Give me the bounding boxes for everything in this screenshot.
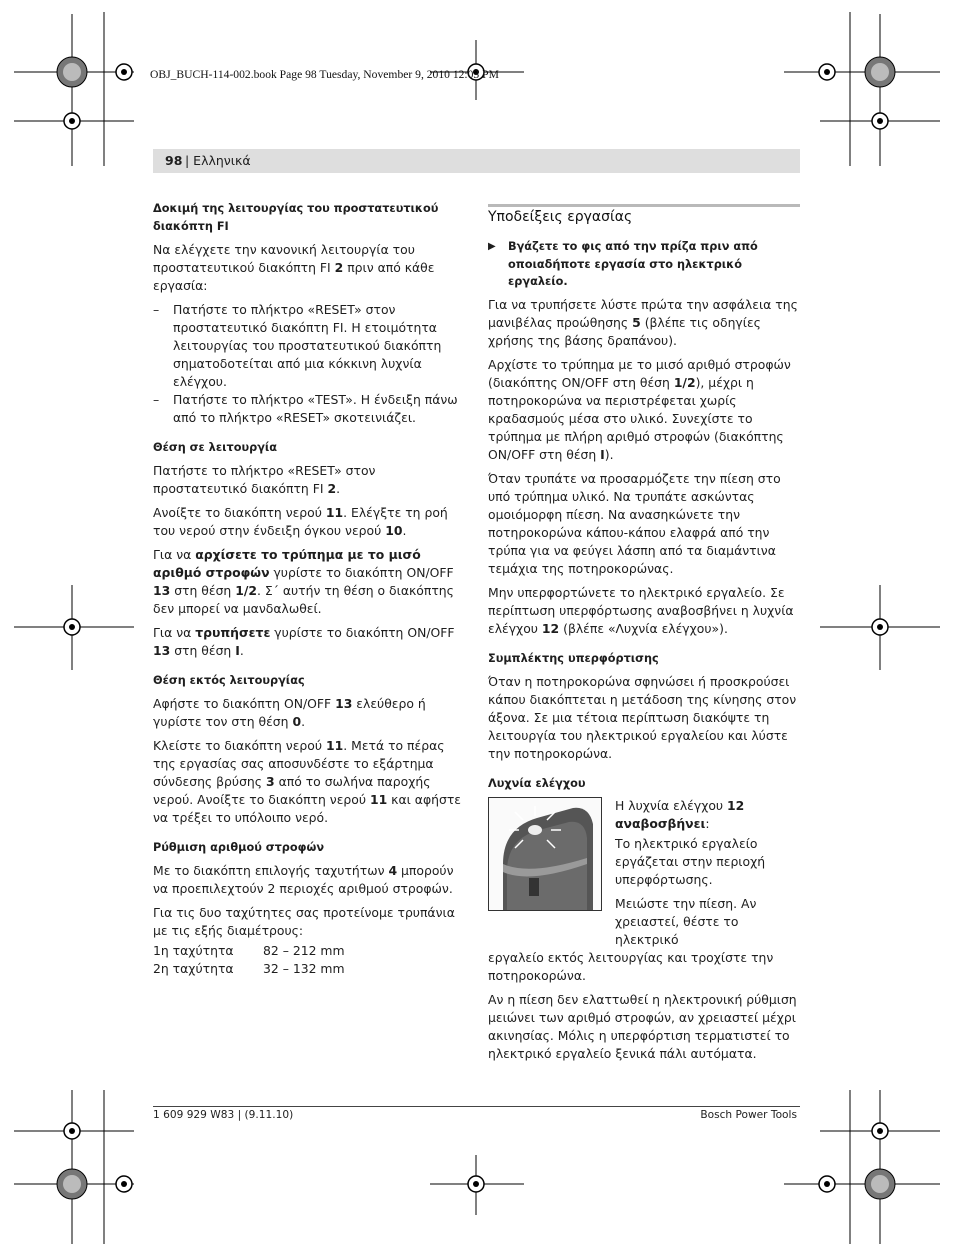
footer-brand: Bosch Power Tools — [700, 1109, 797, 1121]
off-paragraph-2: Κλείστε το διακόπτη νερού 11. Μετά το πέρας της εργασίας σας αποσυνδέστε το εξάρτημα σύνδεσης βρύσης 3 από το σωλήνα παροχής νερού. Ανοίξτε το διακόπτη νερού 11 και αφήστε να τρέξει το υπόλοιπο νερό. — [153, 738, 461, 825]
section-rule — [488, 204, 800, 207]
tips-heading: Υποδείξεις εργασίας — [488, 209, 633, 225]
footer-rule — [153, 1106, 800, 1107]
on-paragraph-3: Για να αρχίσετε το τρύπημα με το μισό αριθμό στροφών γυρίστε το διακόπτη ON/OFF 13 στη θέση 1/2. Σ΄ αυτήν τη θέση ο διακόπτης δεν μπορεί να μανδαλωθεί. — [153, 547, 454, 616]
language-label: | Ελληνικά — [185, 153, 251, 168]
left-column — [153, 200, 463, 978]
lamp-paragraph-1: Το ηλεκτρικό εργαλείο εργάζεται στην περιοχή υπερφόρτωσης. — [615, 835, 766, 887]
tool-lamp-illustration — [488, 797, 602, 911]
file-info: OBJ_BUCH-114-002.book Page 98 Tuesday, November 9, 2010 12:03 PM — [150, 68, 499, 81]
lamp-paragraph-2a: Μειώστε την πίεση. Αν χρειαστεί, θέστε το ηλεκτρικό — [615, 895, 757, 947]
gear-label: 2η ταχύτητα — [153, 961, 234, 976]
fi-heading: Δοκιμή της λειτουργίας του προστατευτικού διακόπτη FI — [153, 202, 439, 233]
clutch-paragraph: Όταν η ποτηροκορώνα σφηνώσει ή προσκρούσει κάπου διακόπτεται η μετάδοση της κίνησης στον άξονα. Σε μια τέτοια περίπτωση διακόψτε τη λειτουργία του ηλεκτρικού εργαλείου και λύστε την ποτηροκορώνα. — [488, 673, 797, 761]
tips-paragraph-3: Όταν τρυπάτε να προσαρμόζετε την πίεση στο υπό τρύπημα υλικό. Να τρυπάτε ασκώντας ομοιόμορφη πίεση. Να ανασηκώνετε την ποτηροκορώνα κάπου-κάπου ελαφρά από την τρύπα για να φεύγει λάσπη από τα διαμάντινα τεμάχια της ποτηροκορώνας. — [488, 470, 781, 576]
speed-table — [153, 942, 463, 978]
arrow-icon: ▶ — [488, 241, 496, 252]
off-paragraph-1: Αφήστε το διακόπτη ON/OFF 13 ελεύθερο ή γυρίστε τον στη θέση 0. — [153, 696, 426, 729]
lamp-heading: Λυχνία ελέγχου — [488, 776, 586, 790]
lamp-paragraph-2b: εργαλείο εκτός λειτουργίας και τροχίστε την ποτηροκορώνα. — [488, 949, 774, 983]
footer-code: 1 609 929 W83 | (9.11.10) — [153, 1109, 294, 1121]
tips-paragraph-2: Αρχίστε το τρύπημα με το μισό αριθμό στροφών (διακόπτης ON/OFF στη θέση 1/2), μέχρι η ποτηροκορώνα να περιστρέφεται χωρίς κραδασμούς μέσα στο υλικό. Συνεχίστε το τρύπημα με πλήρη αριθμό στροφών (διακόπτης ON/OFF στη θέση I). — [488, 356, 791, 462]
right-column — [488, 208, 800, 1069]
gear-range: 32 – 132 mm — [263, 961, 345, 976]
warning-note: ▶ Βγάζετε το φις από την πρίζα πριν από οποιαδήποτε εργασία στο ηλεκτρικό εργαλείο. — [488, 238, 800, 291]
fi-intro: Να ελέγχετε την κανονική λειτουργία του προστατευτικού διακόπτη FI 2 πριν από κάθε εργασία: — [153, 242, 435, 293]
on-heading: Θέση σε λειτουργία — [153, 441, 278, 454]
lamp-block — [488, 797, 800, 949]
tips-paragraph-4: Μην υπερφορτώνετε το ηλεκτρικό εργαλείο. Σε περίπτωση υπερφόρτωσης αναβοσβήνει η λυχνία ελέγχου 12 (βλέπε «Λυχνία ελέγχου»). — [488, 584, 794, 636]
on-paragraph-1: Πατήστε το πλήκτρο «RESET» στον προστατευτικό διακόπτη FI 2. — [153, 463, 376, 496]
list-item: – Πατήστε το πλήκτρο «TEST». Η ένδειξη πάνω από το πλήκτρο «RESET» σκοτεινιάζει. — [153, 392, 458, 425]
lamp-intro: Η λυχνία ελέγχου 12 αναβοσβήνει: — [615, 797, 745, 831]
page-header-bar — [153, 149, 800, 173]
gear-label: 1η ταχύτητα — [153, 943, 234, 958]
list-item: – Πατήστε το πλήκτρο «RESET» στον προστατευτικό διακόπτη FI. Η ετοιμότητα λειτουργίας του προστατευτικού διακόπτη σηματοδοτείται από μια κόκκινη λυχνία ελέγχου. — [153, 302, 442, 389]
speed-paragraph-1: Με το διακόπτη επιλογής ταχυτήτων 4 μπορούν να προεπιλεχτούν 2 περιοχές αριθμού στροφών. — [153, 863, 454, 896]
on-paragraph-2: Ανοίξτε το διακόπτη νερού 11. Ελέγξτε τη ροή του νερού στην ένδειξη όγκου νερού 10. — [153, 505, 448, 538]
speed-paragraph-2: Για τις δυο ταχύτητες σας προτείνομε τρυπάνια με τις εξής διαμέτρους: — [153, 905, 455, 938]
off-heading: Θέση εκτός λειτουργίας — [153, 674, 305, 687]
on-paragraph-4: Για να τρυπήσετε γυρίστε το διακόπτη ON/OFF 13 στη θέση I. — [153, 625, 455, 658]
gear-range: 82 – 212 mm — [263, 943, 345, 958]
tips-paragraph-1: Για να τρυπήσετε λύστε πρώτα την ασφάλεια της μανιβέλας προώθησης 5 (βλέπε τις οδηγίες χρήσης της βάσης δραπάνου). — [488, 296, 798, 348]
lamp-paragraph-3: Αν η πίεση δεν ελαττωθεί η ηλεκτρονική ρύθμιση μειώνει των αριθμό στροφών, αν χρειαστεί μέχρι ακινησίας. Μόλις η υπερφόρτιση τερματιστεί το ηλεκτρικό εργαλείο ξενικά πάλι αυτόματα. — [488, 991, 797, 1061]
speed-heading: Ρύθμιση αριθμού στροφών — [153, 841, 325, 854]
clutch-heading: Συμπλέκτης υπερφόρτισης — [488, 651, 659, 665]
page-number: 98 — [165, 153, 183, 168]
